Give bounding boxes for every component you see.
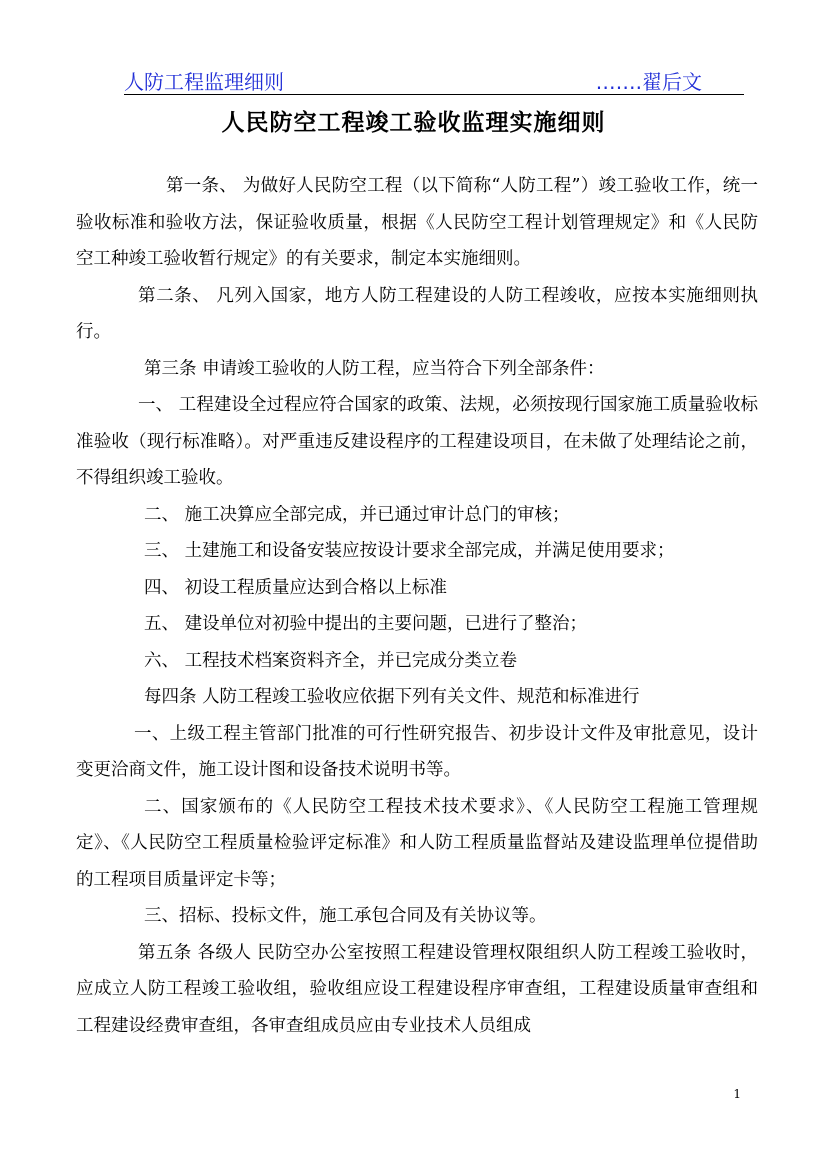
paragraph-article-4: 每四条 人防工程竣工验收应依据下列有关文件、规范和标准进行	[144, 687, 640, 707]
paragraph-condition-2: 二、 施工决算应全部完成，并已通过审计总门的审核；	[144, 504, 570, 525]
header-left-text: 人防工程监理细则	[124, 70, 284, 94]
paragraph-basis-1: 一、上级工程主管部门批准的可行性研究报告、初步设计文件及审批意见，设计变更洽商文件，施工设计图和设备技术说明书等。	[76, 723, 758, 780]
paragraph-condition-4: 四、 初设工程质量应达到合格以上标准	[144, 577, 448, 598]
paragraph-condition-6: 六、 工程技术档案资料齐全，并已完成分类立卷	[144, 650, 518, 671]
document-body	[76, 168, 758, 1044]
paragraph-basis-2: 二、国家颁布的《人民防空工程技术技术要求》、《人民防空工程施工管理规定》、《人民防空工程质量检验评定标准》和人防工程质量监督站及建设监理单位提借助的工程项目质量评定卡等；	[76, 796, 758, 890]
paragraph-condition-3: 三、 土建施工和设备安装应按设计要求全部完成，并满足使用要求；	[144, 541, 675, 561]
paragraph-basis-3: 三、招标、投标文件，施工承包合同及有关协议等。	[144, 906, 547, 926]
page-number: 1	[733, 1087, 741, 1101]
paragraph-condition-1: 一、 工程建设全过程应符合国家的政策、法规，必须按现行国家施工质量验收标准验收（现行标准略）。对严重违反建设程序的工程建设项目，在未做了处理结论之前，不得组织竣工验收。	[76, 395, 758, 488]
paragraph-article-1: 第一条、 为做好人民防空工程（以下简称“人防工程”）竣工验收工作，统一验收标准和验收方法，保证验收质量，根据《人民防空工程计划管理规定》和《人民防空工种竣工验收暂行规定》的有关要求，制定本实施细则。	[76, 176, 758, 269]
paragraph-article-3: 第三条 申请竣工验收的人防工程，应当符合下列全部条件：	[144, 358, 605, 379]
paragraph-article-2: 第二条、 凡列入国家，地方人防工程建设的人防工程竣收，应按本实施细则执行。	[76, 285, 758, 342]
page-header	[124, 64, 744, 95]
document-title: 人民防空工程竣工验收监理实施细则	[221, 109, 606, 136]
paragraph-condition-5: 五、 建设单位对初验中提出的主要问题，已进行了整治；	[144, 614, 588, 634]
header-right-text: …….翟后文	[595, 70, 702, 94]
paragraph-article-5: 第五条 各级人 民防空办公室按照工程建设管理权限组织人防工程竣工验收时，应成立人防工程竣工验收组，验收组应设工程建设程序审查组，工程建设质量审查组和工程建设经费审查组，各审查组成员应由专业技术人员组成	[76, 942, 758, 1036]
